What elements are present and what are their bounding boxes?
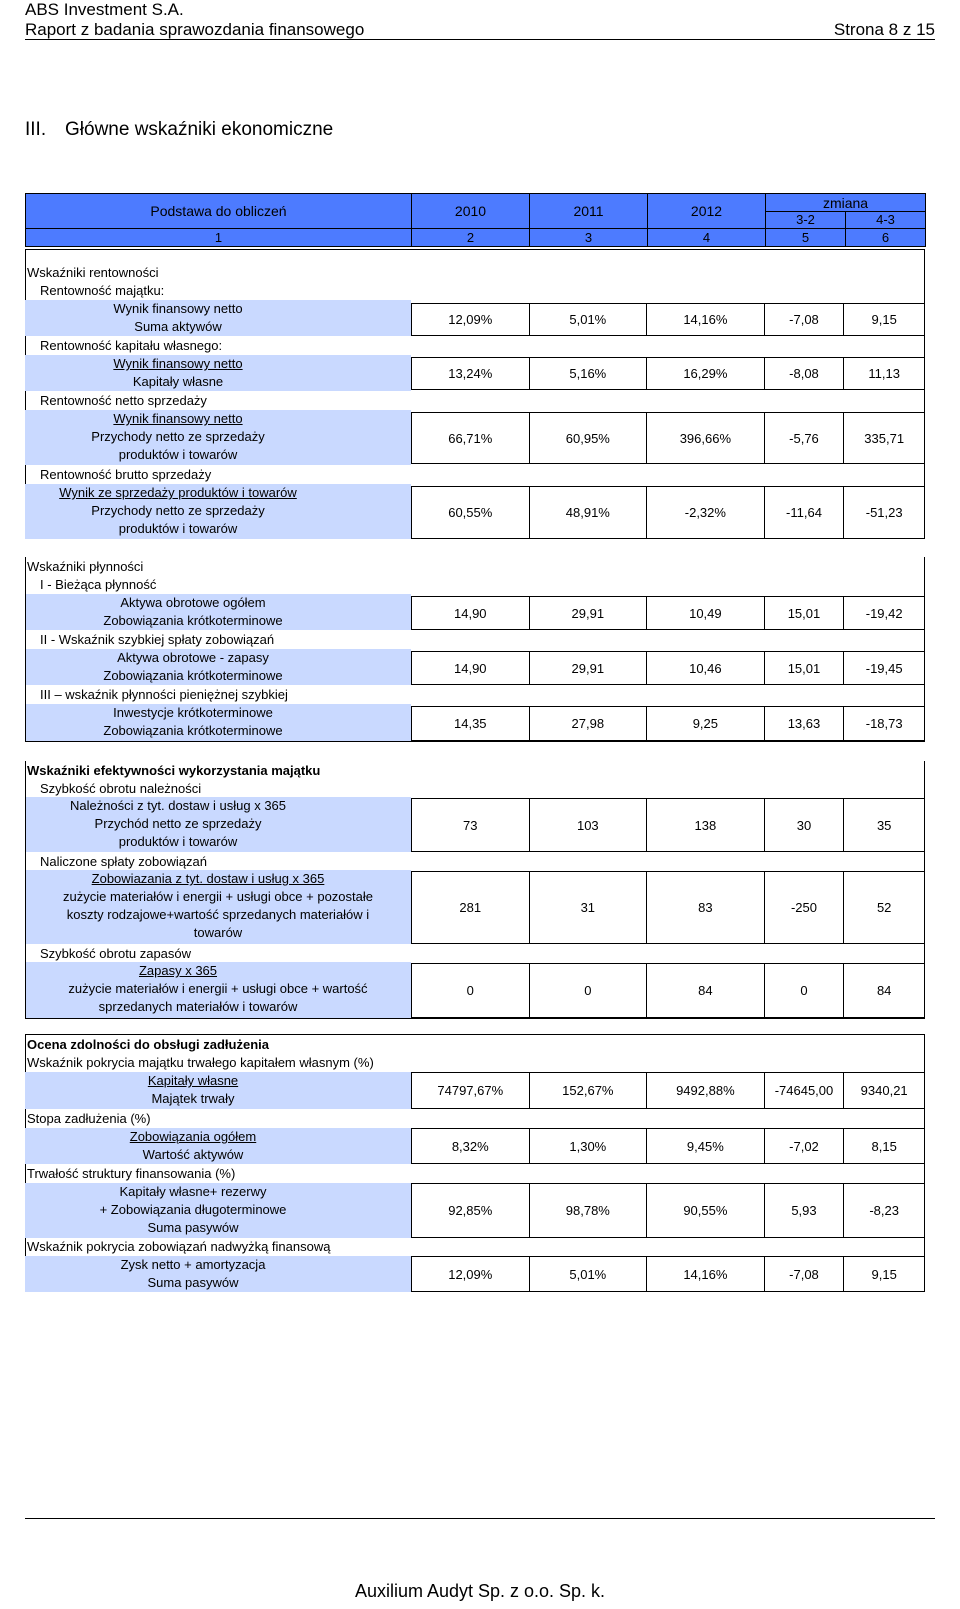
company-name: ABS Investment S.A. — [25, 0, 184, 19]
value-o4-2012: 14,16% — [647, 1257, 765, 1291]
formula-p2-num: Aktywa obrotowe - zapasy — [117, 650, 269, 665]
formula-r2 — [25, 355, 411, 391]
row-name-r1: Rentowność majątku: — [40, 283, 165, 298]
value-r2-2011: 5,16% — [530, 358, 648, 389]
value-r2-2012: 16,29% — [647, 358, 765, 389]
formula-p3-num: Inwestycje krótkoterminowe — [113, 705, 273, 720]
row-name-p1: I - Bieżąca płynność — [40, 577, 157, 592]
value-p2-d43: -19,45 — [865, 660, 903, 676]
row-name-r2: Rentowność kapitału własnego: — [40, 338, 223, 353]
value-r1-d32: -7,08 — [765, 304, 845, 335]
value-r3-d32: -5,76 — [765, 413, 845, 463]
value-e1-d43: 35 — [876, 817, 892, 833]
footer-divider — [25, 1518, 935, 1519]
formula-e2-num: Zobowiazania z tyt. dostaw i usług x 365 — [91, 871, 325, 886]
formula-r4-den1: Przychody netto ze sprzedaży — [91, 503, 265, 518]
formula-r3-num: Wynik finansowy netto — [113, 411, 243, 426]
row-name-e3: Szybkość obrotu zapasów — [40, 946, 192, 961]
value-p3-2010: 14,35 — [412, 707, 530, 740]
formula-e3-den2: sprzedanych materiałów i towarów — [98, 999, 298, 1014]
value-e2-2010: 281 — [412, 872, 530, 943]
value-o2-d32: -7,02 — [765, 1129, 845, 1163]
header-2010: 2010 — [412, 194, 530, 229]
formula-e3-num: Zapasy x 365 — [138, 963, 218, 978]
section-title — [25, 118, 333, 142]
formula-o1 — [25, 1072, 411, 1109]
row-name-o4: Wskaźnik pokrycia zobowiązań nadwyżką finansową — [27, 1239, 331, 1254]
formula-o3-num2: + Zobowiązania długoterminowe — [99, 1202, 287, 1217]
value-e2-d43: 52 — [876, 900, 892, 915]
value-p3-2012: 9,25 — [647, 707, 765, 740]
value-o4-2011: 5,01% — [530, 1257, 648, 1291]
formula-o4 — [25, 1256, 411, 1292]
formula-o4-den: Suma pasywów — [147, 1275, 239, 1290]
value-o2-2012: 9,45% — [647, 1129, 765, 1163]
formula-o2-num: Zobowiązania ogółem — [129, 1129, 257, 1144]
value-e2-2011: 31 — [530, 872, 648, 943]
value-e3-d43: 84 — [876, 983, 892, 998]
value-p2-2010: 14,90 — [412, 652, 530, 684]
formula-o3-num1: Kapitały własne+ rezerwy — [119, 1184, 267, 1199]
value-r4-2012: -2,32% — [647, 487, 765, 538]
block-plynnosc — [25, 557, 925, 742]
formula-o3 — [25, 1183, 411, 1238]
row-name-r4: Rentowność brutto sprzedaży — [40, 467, 212, 482]
header-divider — [25, 39, 935, 40]
formula-o1-num: Kapitały własne — [147, 1073, 239, 1088]
header-basis: Podstawa do obliczeń — [26, 194, 412, 229]
formula-p3-den: Zobowiązania krótkoterminowe — [103, 723, 283, 738]
formula-o2-den: Wartość aktywów — [142, 1147, 244, 1162]
value-e1-2011: 103 — [530, 799, 648, 851]
row-name-o3: Trwałość struktury finansowania (%) — [27, 1166, 236, 1181]
value-o4-d43: 9,15 — [871, 1266, 897, 1282]
value-o3-d43: -8,23 — [869, 1203, 899, 1218]
col-num-6: 6 — [846, 229, 926, 247]
col-num-3: 3 — [530, 229, 648, 247]
value-p1-d43: -19,42 — [865, 605, 903, 621]
formula-r3-den1: Przychody netto ze sprzedaży — [91, 429, 265, 444]
value-e1-2012: 138 — [647, 799, 765, 851]
page-number: Strona 8 z 15 — [833, 20, 935, 39]
group-title-plynnosc: Wskaźniki płynności — [27, 559, 144, 574]
value-r2-d32: -8,08 — [765, 358, 845, 389]
value-o3-2010: 92,85% — [412, 1184, 530, 1237]
value-p2-d32: 15,01 — [765, 652, 845, 684]
formula-r3-den2: produktów i towarów — [118, 447, 238, 462]
col-num-1: 1 — [26, 229, 412, 247]
value-o1-2012: 9492,88% — [647, 1073, 765, 1108]
values-r2 — [411, 357, 925, 390]
header-change-32: 3-2 — [766, 212, 846, 229]
value-r1-2012: 14,16% — [647, 304, 765, 335]
row-name-r3: Rentowność netto sprzedaży — [40, 393, 207, 408]
block-efektywnosc — [25, 761, 925, 1019]
value-o2-2011: 1,30% — [530, 1129, 648, 1163]
table-header — [25, 193, 926, 247]
value-p2-2012: 10,46 — [647, 652, 765, 684]
value-r3-2012: 396,66% — [647, 413, 765, 463]
formula-r1 — [25, 300, 411, 336]
formula-r4-num: Wynik ze sprzedaży produktów i towarów — [59, 485, 297, 500]
formula-o3-den: Suma pasywów — [147, 1220, 239, 1235]
formula-p1-den: Zobowiązania krótkoterminowe — [103, 613, 283, 628]
value-e3-2012: 84 — [647, 964, 765, 1017]
value-r1-2010: 12,09% — [412, 304, 530, 335]
value-r4-2011: 48,91% — [530, 487, 648, 538]
value-o2-2010: 8,32% — [412, 1129, 530, 1163]
col-num-5: 5 — [766, 229, 846, 247]
formula-o4-num: Zysk netto + amortyzacja — [120, 1257, 266, 1272]
value-o4-d32: -7,08 — [765, 1257, 845, 1291]
values-r3 — [411, 412, 925, 464]
formula-p2-den: Zobowiązania krótkoterminowe — [103, 668, 283, 683]
value-e2-d32: -250 — [765, 872, 845, 943]
formula-e1-den1: Przychód netto ze sprzedaży — [94, 816, 262, 831]
value-e1-d32: 30 — [765, 799, 845, 851]
value-r3-2010: 66,71% — [412, 413, 530, 463]
value-r4-d32: -11,64 — [765, 487, 845, 538]
value-p1-d32: 15,01 — [765, 597, 845, 629]
value-p1-2010: 14,90 — [412, 597, 530, 629]
value-r2-d43: 11,13 — [868, 366, 900, 381]
header-2011: 2011 — [530, 194, 648, 229]
values-o3 — [411, 1183, 925, 1238]
row-name-e1: Szybkość obrotu należności — [40, 781, 202, 796]
value-p3-d43: -18,73 — [865, 716, 903, 731]
value-r4-2010: 60,55% — [412, 487, 530, 538]
value-r1-d43: 9,15 — [871, 312, 897, 327]
value-o1-2011: 152,67% — [530, 1073, 648, 1108]
value-o3-d32: 5,93 — [765, 1184, 845, 1237]
group-title-rentownosc: Wskaźniki rentowności — [27, 265, 159, 280]
group-title-ocena: Ocena zdolności do obsługi zadłużenia — [27, 1037, 269, 1052]
formula-o2 — [25, 1128, 411, 1164]
row-name-o2: Stopa zadłużenia (%) — [27, 1111, 151, 1126]
values-o4 — [411, 1256, 925, 1292]
formula-e1-den2: produktów i towarów — [118, 834, 238, 849]
value-p3-d32: 13,63 — [765, 707, 845, 740]
value-o1-d43: 9340,21 — [860, 1083, 908, 1098]
row-name-e2: Naliczone spłaty zobowiązań — [40, 854, 207, 869]
formula-p1-num: Aktywa obrotowe ogółem — [120, 595, 266, 610]
value-e3-d32: 0 — [765, 964, 845, 1017]
value-p1-2011: 29,91 — [530, 597, 648, 629]
formula-e3-den1: zużycie materiałów i energii + usługi obce + wartość — [68, 981, 368, 996]
formula-r2-num: Wynik finansowy netto — [113, 356, 243, 371]
row-name-p3: III – wskaźnik płynności pieniężnej szybkiej — [40, 687, 288, 702]
values-r4 — [411, 486, 925, 539]
values-o2 — [411, 1128, 925, 1164]
value-p2-2011: 29,91 — [530, 652, 648, 684]
formula-r3 — [25, 410, 411, 465]
row-name-o1: Wskaźnik pokrycia majątku trwałego kapitałem własnym (%) — [27, 1055, 374, 1070]
value-e3-2011: 0 — [530, 964, 648, 1017]
formula-r4-den2: produktów i towarów — [118, 521, 238, 536]
header-2012: 2012 — [648, 194, 766, 229]
value-r3-d43: 335,71 — [864, 430, 905, 446]
formula-r1-num: Wynik finansowy netto — [113, 301, 243, 316]
value-p3-2011: 27,98 — [530, 707, 648, 740]
value-o4-2010: 12,09% — [412, 1257, 530, 1291]
value-p1-2012: 10,49 — [647, 597, 765, 629]
header-zmiana: zmiana — [766, 194, 926, 212]
value-o3-2012: 90,55% — [647, 1184, 765, 1237]
section-heading: Główne wskaźniki ekonomiczne — [65, 119, 334, 140]
group-title-efektywnosc: Wskaźniki efektywności wykorzystania majątku — [27, 763, 321, 778]
formula-e2-den2: koszty rodzajowe+wartość sprzedanych materiałów i — [66, 907, 370, 922]
report-title: Raport z badania sprawozdania finansowego — [25, 20, 365, 39]
footer-text: Auxilium Audyt Sp. z o.o. Sp. k. — [354, 1581, 606, 1601]
col-num-4: 4 — [648, 229, 766, 247]
value-o3-2011: 98,78% — [530, 1184, 648, 1237]
value-r4-d43: -51,23 — [865, 505, 903, 520]
formula-r2-den: Kapitały własne — [132, 374, 224, 389]
row-name-p2: II - Wskaźnik szybkiej spłaty zobowiązań — [40, 632, 275, 647]
formula-r4 — [25, 484, 411, 539]
value-o2-d43: 8,15 — [871, 1138, 897, 1154]
value-e1-2010: 73 — [412, 799, 530, 851]
header-change-43: 4-3 — [846, 212, 926, 229]
value-r3-2011: 60,95% — [530, 413, 648, 463]
col-num-2: 2 — [412, 229, 530, 247]
value-o1-d32: -74645,00 — [765, 1073, 845, 1108]
value-o1-2010: 74797,67% — [412, 1073, 530, 1108]
value-r1-2011: 5,01% — [530, 304, 648, 335]
formula-e2-den3: towarów — [193, 925, 243, 940]
values-r1 — [411, 303, 925, 336]
value-e2-2012: 83 — [647, 872, 765, 943]
formula-o1-den: Majątek trwały — [151, 1091, 235, 1106]
formula-r1-den: Suma aktywów — [134, 319, 222, 334]
formula-e2-den1: zużycie materiałów i energii + usługi obce + pozostałe — [62, 889, 373, 904]
value-e3-2010: 0 — [412, 964, 530, 1017]
value-r2-2010: 13,24% — [412, 358, 530, 389]
formula-e1-num: Należności z tyt. dostaw i usług x 365 — [69, 798, 287, 813]
values-o1 — [411, 1072, 925, 1109]
section-number: III. — [25, 119, 47, 140]
